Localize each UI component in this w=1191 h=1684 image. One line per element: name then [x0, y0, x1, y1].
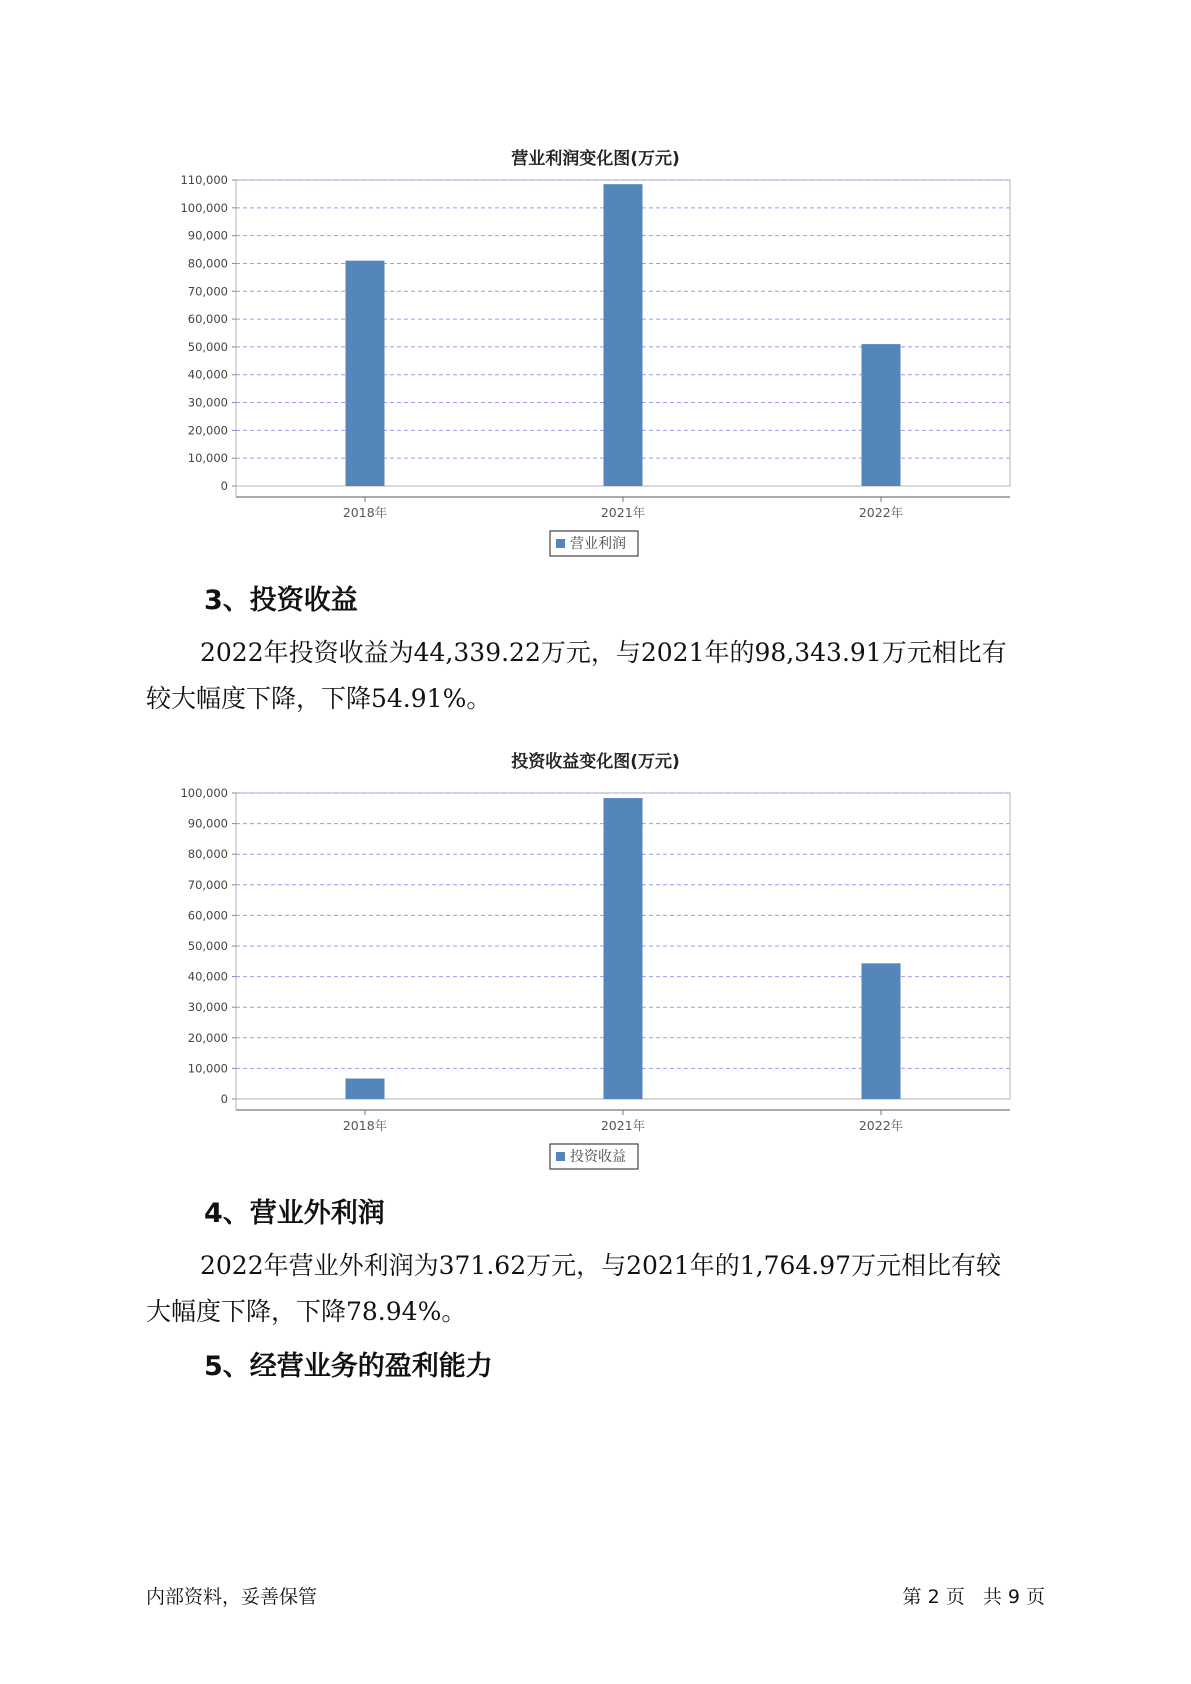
y-tick-label: 10,000	[187, 1061, 228, 1076]
y-tick-label: 30,000	[187, 395, 228, 410]
chart-title-investment-income: 投资收益变化图(万元)	[511, 752, 680, 772]
y-tick-label: 0	[220, 1092, 228, 1106]
y-tick-label: 90,000	[187, 816, 228, 831]
legend-label: 投资收益	[570, 1149, 626, 1165]
footer-confidential-note: 内部资料，妥善保管	[146, 1586, 318, 1608]
legend-swatch	[556, 1152, 565, 1161]
x-tick-label: 2022年	[858, 505, 904, 520]
bar-1	[346, 1078, 385, 1099]
y-tick-label: 70,000	[187, 284, 228, 299]
y-tick-label: 60,000	[187, 908, 228, 923]
bar-3	[862, 963, 901, 1099]
y-tick-label: 50,000	[187, 339, 228, 354]
paragraph-line: 2022年投资收益为44,339.22万元，与2021年的98,343.91万元相比有	[200, 638, 1007, 667]
y-tick-label: 20,000	[187, 1030, 228, 1045]
y-tick-label: 110,000	[180, 173, 228, 187]
y-tick-label: 0	[220, 479, 228, 493]
y-tick-label: 80,000	[187, 847, 228, 862]
y-tick-label: 100,000	[180, 786, 228, 800]
paragraph-investment-income	[146, 630, 1046, 722]
y-tick-label: 40,000	[187, 367, 228, 382]
y-tick-label: 40,000	[187, 969, 228, 984]
paragraph-line: 较大幅度下降，下降54.91%。	[146, 684, 492, 713]
section-heading-profitability: 5、经营业务的盈利能力	[204, 1351, 493, 1382]
bar-1	[346, 261, 385, 486]
legend-label: 营业利润	[570, 536, 626, 552]
y-tick-label: 70,000	[187, 877, 228, 892]
x-tick-label: 2022年	[858, 1118, 904, 1133]
y-tick-label: 10,000	[187, 451, 228, 466]
x-tick-label: 2018年	[342, 1118, 388, 1133]
y-tick-label: 100,000	[180, 200, 228, 215]
y-tick-label: 90,000	[187, 228, 228, 243]
paragraph-line: 大幅度下降，下降78.94%。	[146, 1297, 467, 1326]
x-tick-label: 2021年	[600, 1118, 646, 1133]
bar-3	[862, 344, 901, 486]
y-tick-label: 50,000	[187, 939, 228, 953]
chart-title-operating-profit: 营业利润变化图(万元)	[511, 149, 680, 169]
paragraph-non-operating-profit	[146, 1243, 1046, 1335]
y-tick-label: 80,000	[187, 256, 228, 271]
footer-page-number: 第 2 页 共 9 页	[902, 1586, 1045, 1608]
x-tick-label: 2018年	[342, 505, 388, 520]
x-tick-label: 2021年	[600, 505, 646, 520]
bar-2	[604, 184, 643, 486]
section-heading-investment-income: 3、投资收益	[204, 585, 358, 616]
chart-operating-profit	[150, 168, 1030, 618]
y-tick-label: 30,000	[187, 1000, 228, 1015]
legend-swatch	[556, 539, 565, 548]
y-tick-label: 20,000	[187, 423, 228, 438]
section-heading-non-operating-profit: 4、营业外利润	[204, 1198, 385, 1229]
bar-2	[604, 798, 643, 1099]
chart-investment-income	[150, 781, 1030, 1231]
paragraph-line: 2022年营业外利润为371.62万元，与2021年的1,764.97万元相比有较	[200, 1251, 1002, 1280]
y-tick-label: 60,000	[187, 312, 228, 327]
